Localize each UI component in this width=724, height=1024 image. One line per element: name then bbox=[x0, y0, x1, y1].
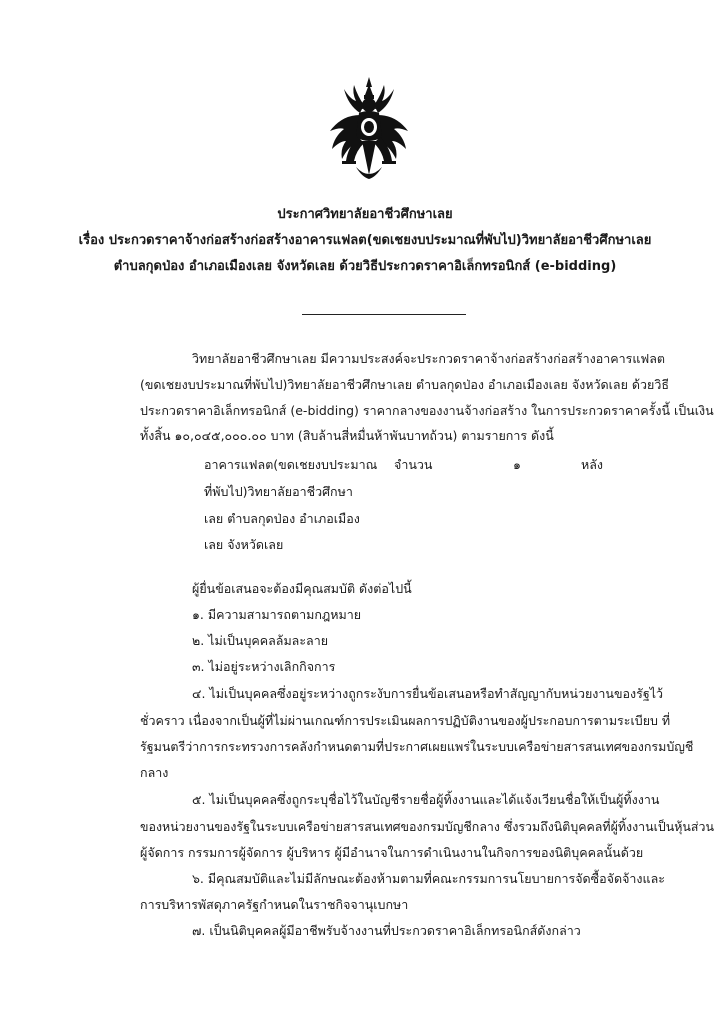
qualification-7: ๗. เป็นนิติบุคคลผู้มีอาชีพรับจ้างงานที่ประกวดราคาอิเล็กทรอนิกส์ดังกล่าว bbox=[192, 923, 581, 938]
qualification-5-line-2: ของหน่วยงานของรัฐในระบบเครือข่ายสารสนเทศของกรมบัญชีกลาง ซึ่งรวมถึงนิติบุคคลที่ผู้ทิ้งงานเป็นหุ้นส่วน bbox=[140, 819, 714, 834]
item-qty-label: จำนวน bbox=[394, 457, 433, 472]
qualification-5-line-1: ๕. ไม่เป็นบุคคลซึ่งถูกระบุชื่อไว้ในบัญชีรายชื่อผู้ทิ้งงานและได้แจ้งเวียนชื่อให้เป็นผู้ทิ้งงาน bbox=[192, 792, 660, 807]
qualification-4-line-1: ๔. ไม่เป็นบุคคลซึ่งอยู่ระหว่างถูกระงับการยื่นข้อเสนอหรือทำสัญญากับหน่วยงานของรัฐไว้ bbox=[192, 686, 664, 701]
intro-line-4: ทั้งสิ้น ๑๐,๐๔๕,๐๐๐.๐๐ บาท (สิบล้านสี่หมื่นห้าพันบาทถ้วน) ตามรายการ ดังนี้ bbox=[140, 428, 554, 443]
item-name-line-4: เลย จังหวัดเลย bbox=[204, 537, 284, 552]
qualification-1: ๑. มีความสามารถตามกฎหมาย bbox=[192, 607, 362, 622]
qualification-4-line-2: ชั่วคราว เนื่องจากเป็นผู้ที่ไม่ผ่านเกณฑ์การประเมินผลการปฏิบัติงานของผู้ประกอบการตามระเบียบ ที่ bbox=[140, 713, 671, 728]
item-name-line-2: ที่พับไป)วิทยาลัยอาชีวศึกษา bbox=[204, 484, 353, 499]
item-qty: ๑ bbox=[513, 457, 521, 472]
announcement-title: ประกาศวิทยาลัยอาชีวศึกษาเลย bbox=[277, 207, 453, 222]
intro-line-2: (ขดเชยงบประมาณที่พับไป)วิทยาลัยอาชีวศึกษาเลย ตำบลกุดป่อง อำเภอเมืองเลย จังหวัดเลย ด้วยวิธี bbox=[140, 377, 669, 392]
qualification-4-line-3: รัฐมนตรีว่าการกระทรวงการคลังกำหนดตามที่ประกาศเผยแพร่ในระบบเครือข่ายสารสนเทศของกรมบัญชี bbox=[140, 739, 694, 754]
qualification-4-line-4: กลาง bbox=[140, 765, 169, 780]
intro-line-1: วิทยาลัยอาชีวศึกษาเลย มีความประสงค์จะประกวดราคาจ้างก่อสร้างก่อสร้างอาคารแฟลต bbox=[192, 351, 665, 366]
qualification-2: ๒. ไม่เป็นบุคคลล้มละลาย bbox=[192, 633, 329, 648]
intro-line-3: ประกวดราคาอิเล็กทรอนิกส์ (e-bidding) ราคากลางของงานจ้างก่อสร้าง ในการประกวดราคาครั้งนี้ เป็นเงิน bbox=[140, 403, 714, 418]
qualifications-heading: ผู้ยื่นข้อเสนอจะต้องมีคุณสมบัติ ดังต่อไปนี้ bbox=[192, 581, 412, 596]
title-divider bbox=[302, 314, 466, 315]
subject-line-2: ตำบลกุดป่อง อำเภอเมืองเลย จังหวัดเลย ด้วยวิธีประกวดราคาอิเล็กทรอนิกส์ (e-bidding) bbox=[113, 259, 617, 274]
subject-line-1: เรื่อง ประกวดราคาจ้างก่อสร้างก่อสร้างอาคารแฟลต(ขดเชยงบประมาณที่พับไป)วิทยาลัยอาชีวศึกษาเลย bbox=[78, 233, 652, 248]
qualification-6-line-1: ๖. มีคุณสมบัติและไม่มีลักษณะต้องห้ามตามที่คณะกรรมการนโยบายการจัดซื้อจัดจ้างและ bbox=[192, 871, 665, 886]
item-name-line-1: อาคารแฟลต(ขดเชยงบประมาณ bbox=[204, 457, 378, 472]
qualification-6-line-2: การบริหารพัสดุภาครัฐกำหนดในราชกิจจานุเบกษา bbox=[140, 897, 409, 912]
item-unit: หลัง bbox=[581, 457, 604, 472]
qualification-5-line-3: ผู้จัดการ กรรมการผู้จัดการ ผู้บริหาร ผู้มีอำนาจในการดำเนินงานในกิจการของนิติบุคคลนั้นด้วย bbox=[140, 845, 644, 860]
item-name-line-3: เลย ตำบลกุดป่อง อำเภอเมือง bbox=[204, 511, 360, 526]
garuda-emblem-icon bbox=[326, 75, 412, 183]
qualification-3: ๓. ไม่อยู่ระหว่างเลิกกิจการ bbox=[192, 659, 336, 674]
